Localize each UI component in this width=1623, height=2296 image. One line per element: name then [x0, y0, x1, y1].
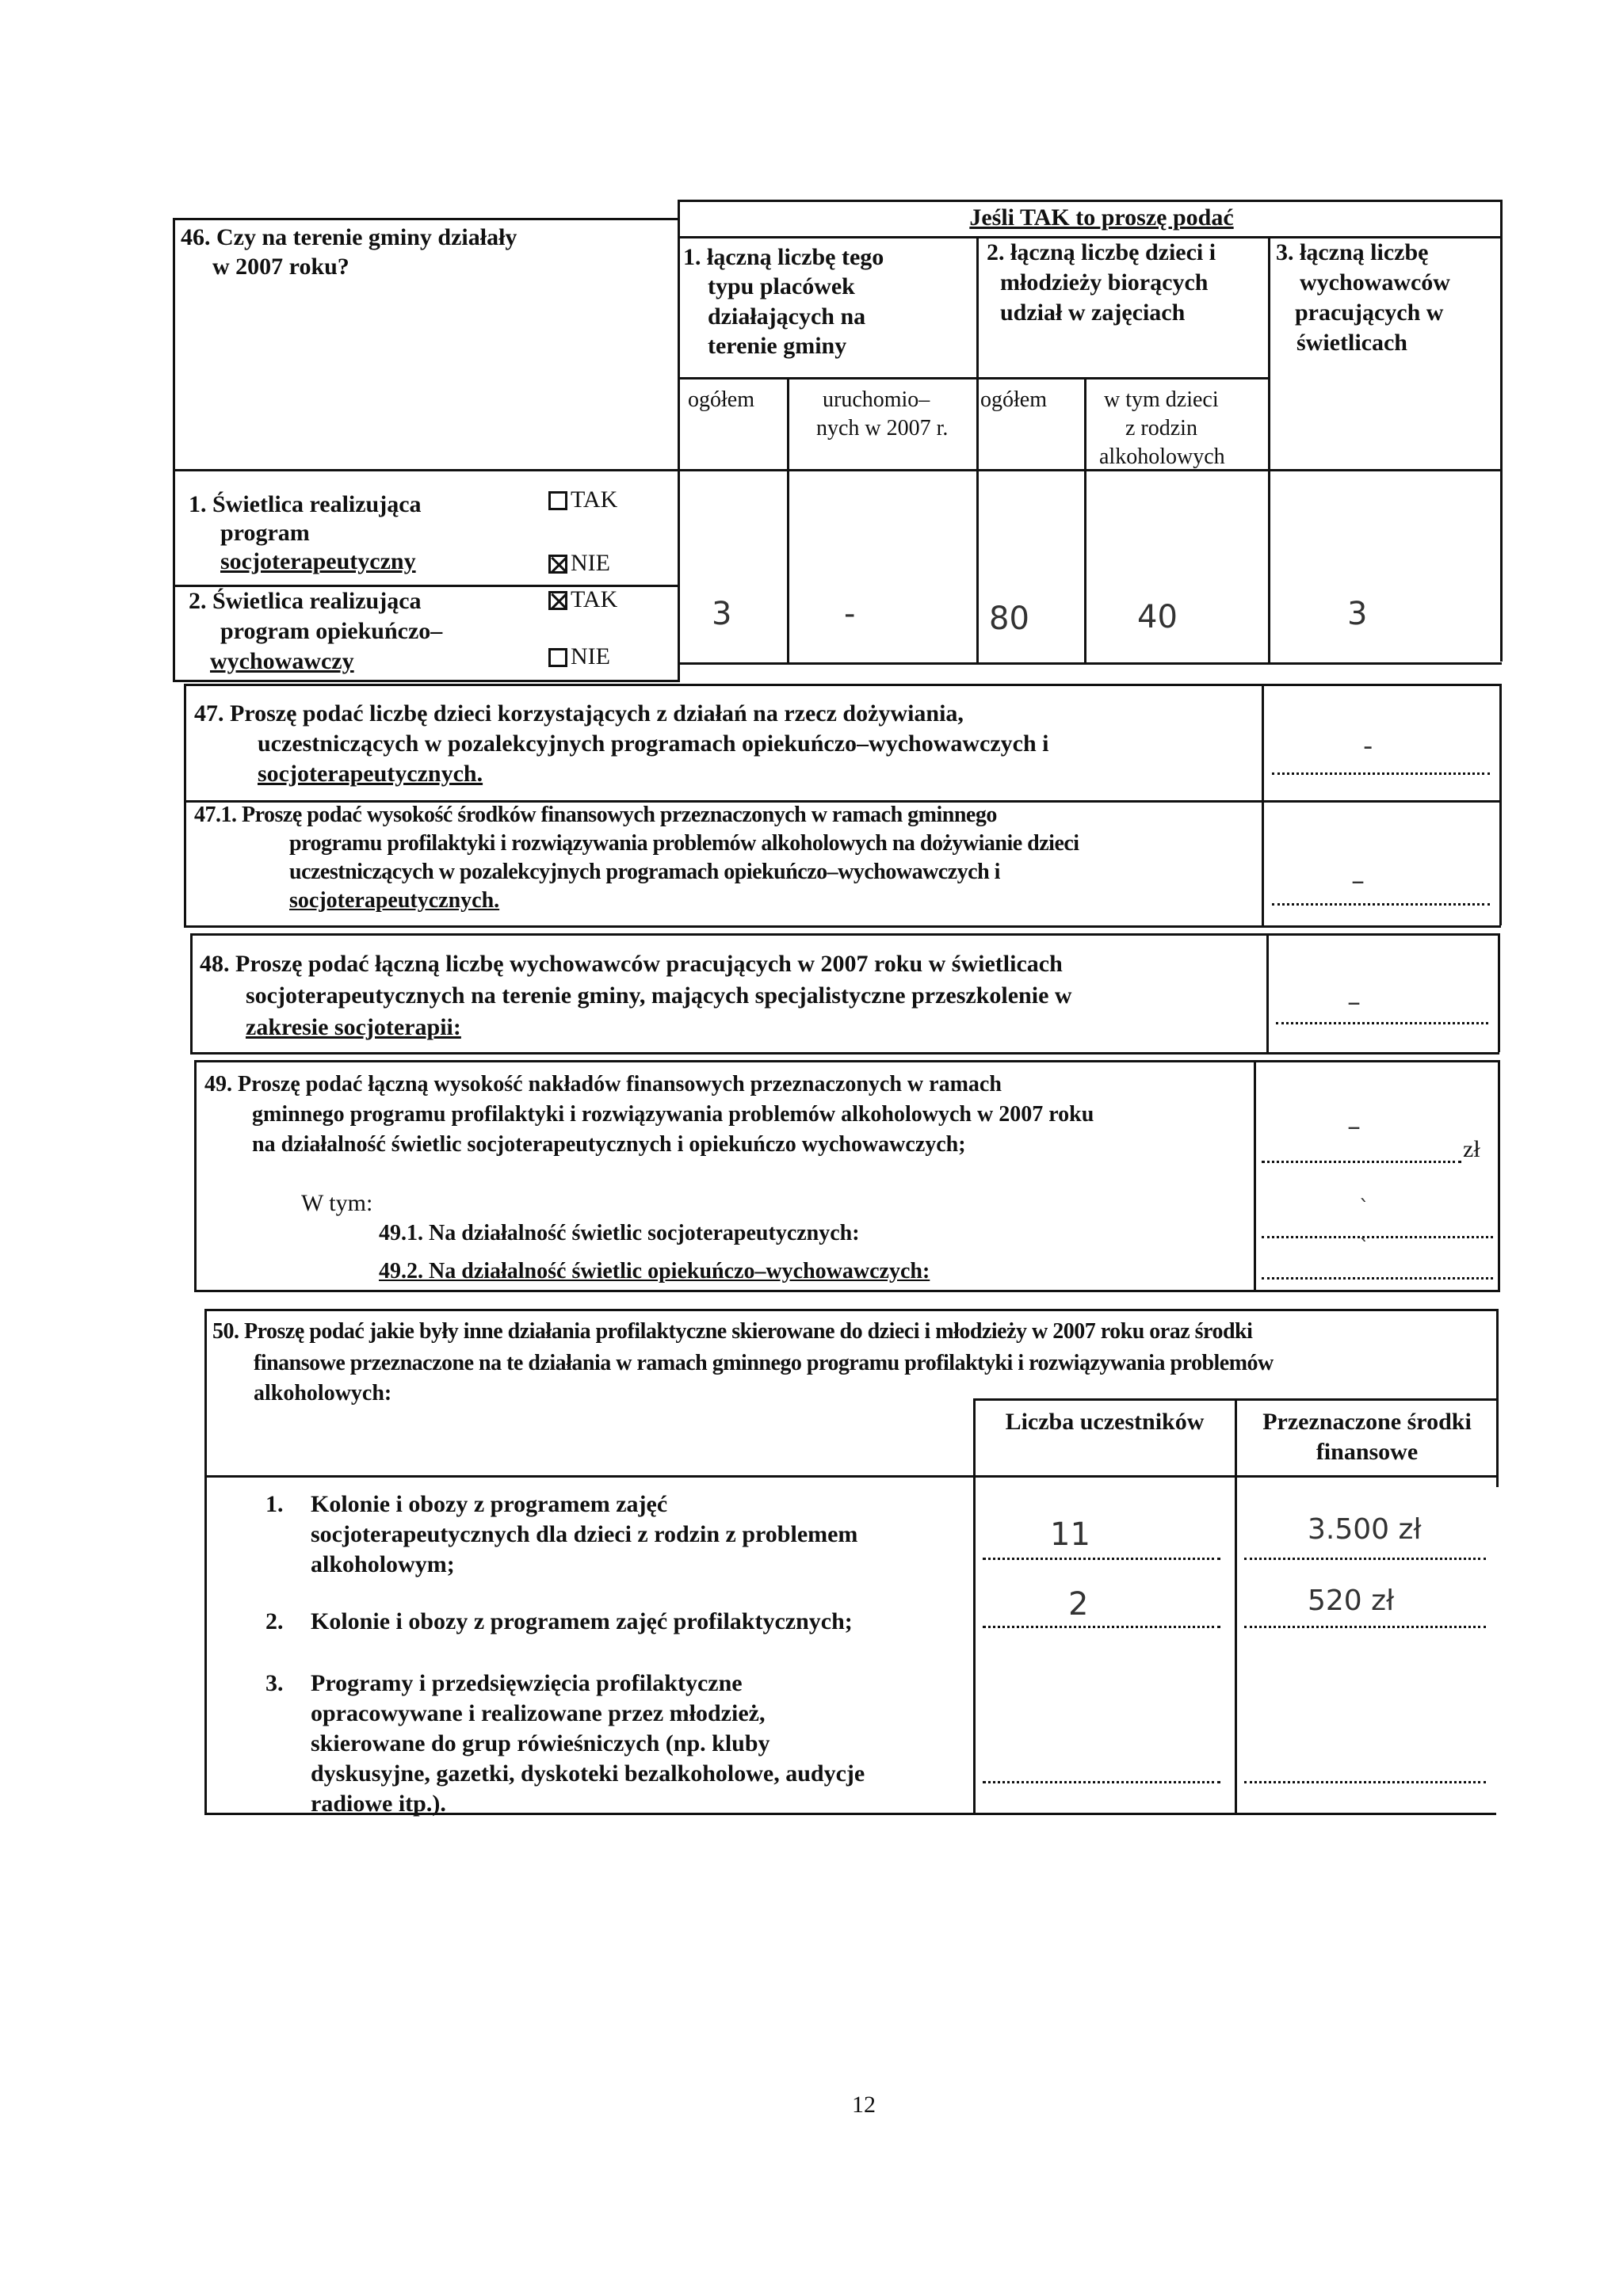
q49-text-1: 49. Proszę podać łączną wysokość nakładów finansowych przeznaczonych w ramach [204, 1072, 1002, 1097]
q46-sub-children-1: w tym dzieci [1104, 387, 1219, 412]
q50-item3-line2: opracowywane i realizowane przez młodzież, [311, 1700, 766, 1726]
row2-nie-label: NIE [571, 643, 610, 669]
q50-item1-participants[interactable]: 11 [1050, 1516, 1090, 1553]
q50-col-funds-1: Przeznaczone środki [1262, 1409, 1472, 1435]
q46-row2-label-3: wychowawczy [210, 648, 354, 674]
q50-item1-num: 1. [265, 1491, 284, 1517]
q49-answer-div [1254, 1060, 1256, 1291]
q50-item2-participants[interactable]: 2 [1068, 1586, 1089, 1623]
q471-answer-dots[interactable] [1272, 903, 1490, 906]
q47-text-3: socjoterapeutycznych. [258, 761, 483, 787]
q46-row1-label-3: socjoterapeutyczny [220, 548, 416, 574]
q50-col-div2 [1235, 1398, 1237, 1814]
q47-text-2: uczestniczących w pozalekcyjnych programach opiekuńczo–wychowawczych i [258, 730, 1049, 757]
q49-in-that: W tym: [301, 1190, 373, 1216]
q50-right-line [1496, 1309, 1499, 1487]
q46-right-line [1500, 200, 1503, 662]
q50-item3-line4: dyskusyjne, gazetki, dyskoteki bezalkoholowe, audycje [311, 1760, 865, 1787]
q46-sub-launched-1: uruchomio– [823, 387, 930, 412]
q50-item2-funds-dots[interactable] [1244, 1626, 1486, 1628]
q46-col-div2 [1268, 236, 1270, 664]
q47-answer-dots[interactable] [1272, 772, 1490, 775]
q48-text-2: socjoterapeutycznych na terenie gminy, mających specjalistyczne przeszkolenie w [246, 982, 1072, 1009]
q50-col-div1 [973, 1398, 976, 1814]
row2-nie-checkbox[interactable] [548, 648, 567, 667]
q46-rows-top-line [173, 469, 1502, 471]
q47-answer-div [1262, 684, 1264, 925]
q50-item1-participants-dots[interactable] [983, 1558, 1220, 1560]
q47-top-line [184, 684, 1501, 686]
q49-text-2: gminnego programu profilaktyki i rozwiązywania problemów alkoholowych w 2007 roku [252, 1102, 1094, 1127]
q471-answer[interactable]: – [1351, 865, 1365, 897]
q46-col3-line4: świetlicach [1296, 330, 1407, 356]
q50-header-bottom-line [204, 1475, 1498, 1478]
q49-left-line [194, 1060, 197, 1291]
q471-text-4: socjoterapeutycznych. [289, 888, 500, 913]
q471-text-2: programu profilaktyki i rozwiązywania problemów alkoholowych na dożywianie dzieci [289, 831, 1079, 856]
row2-tak-checkbox[interactable] [548, 591, 567, 610]
row2-total-children[interactable]: 80 [989, 601, 1029, 637]
q50-col-participants: Liczba uczestników [1005, 1409, 1205, 1435]
q49-sub1-answer[interactable]: ` [1359, 1196, 1369, 1220]
row2-launched-2007[interactable]: - [844, 596, 856, 632]
q50-item3-line5: radiowe itp.). [311, 1791, 446, 1817]
q50-text-2: finansowe przeznaczone na te działania w ramach gminnego programu profilaktyki i rozwiązywania problemów [254, 1351, 1274, 1375]
q49-sub1-dots[interactable] [1262, 1236, 1493, 1238]
q50-item2-num: 2. [265, 1608, 284, 1634]
row2-children-alcohol[interactable]: 40 [1137, 599, 1178, 635]
q46-answers-bottom-line [678, 662, 1502, 665]
q46-question-line1: 46. Czy na terenie gminy działały [181, 224, 517, 250]
q46-sub-line [678, 377, 1268, 379]
q50-text-3: alkoholowych: [254, 1381, 392, 1405]
row2-educators[interactable]: 3 [1347, 596, 1368, 632]
q49-answer-dots[interactable] [1262, 1161, 1461, 1163]
q46-sub-total1: ogółem [688, 387, 754, 412]
q46-question-top-line [173, 218, 678, 220]
q50-item3-line3: skierowane do grup rówieśniczych (np. kluby [311, 1730, 770, 1756]
row2-tak-label: TAK [571, 586, 618, 612]
q47-right-line [1499, 684, 1502, 925]
q46-col1-line3: działających na [708, 303, 866, 330]
q46-answers-left-line [678, 200, 680, 681]
q48-left-line [190, 933, 193, 1052]
q50-item3-participants-dots[interactable] [983, 1781, 1220, 1783]
q46-col1-line1: 1. łączną liczbę tego [683, 244, 884, 270]
q49-sub2-dots[interactable] [1262, 1277, 1493, 1280]
q50-item3-funds-dots[interactable] [1244, 1781, 1486, 1783]
q48-answer-dots[interactable] [1276, 1022, 1488, 1024]
page-number: 12 [852, 2092, 876, 2118]
q49-text-3: na działalność świetlic socjoterapeutycznych i opiekuńczo wychowawczych; [252, 1132, 966, 1157]
q49-bottom-line [194, 1290, 1500, 1292]
q48-bottom-line [190, 1052, 1499, 1055]
q46-row2-label-1: 2. Świetlica realizująca [189, 588, 422, 614]
q46-col1-line2: typu placówek [708, 273, 855, 299]
q46-row2-label-2: program opiekuńczo– [220, 618, 443, 644]
q46-header-under-line [678, 236, 1502, 238]
q50-left-line [204, 1309, 207, 1814]
q48-text-3: zakresie socjoterapii: [246, 1014, 461, 1040]
q46-question-line2: w 2007 roku? [212, 254, 349, 280]
q48-answer[interactable]: – [1347, 986, 1361, 1018]
q46-col2-line1: 2. łączną liczbę dzieci i [987, 239, 1216, 265]
q46-row1-label-2: program [220, 520, 310, 546]
q46-header-if-yes: Jeśli TAK to proszę podać [969, 204, 1234, 231]
q50-text-1: 50. Proszę podać jakie były inne działania profilaktyczne skierowane do dzieci i młodzieży w 2007 roku oraz środki [212, 1319, 1253, 1344]
q49-answer[interactable]: – [1347, 1111, 1361, 1142]
q50-item1-funds[interactable]: 3.500 zł [1308, 1513, 1422, 1546]
q46-sub-children-2: z rodzin [1125, 416, 1197, 441]
q471-text-3: uczestniczących w pozalekcyjnych programach opiekuńczo–wychowawczych i [289, 860, 1000, 884]
q46-top-line [678, 200, 1502, 202]
q46-col3-line1: 3. łączną liczbę [1276, 239, 1429, 265]
q50-item2-participants-dots[interactable] [983, 1626, 1220, 1628]
q48-top-line [190, 933, 1499, 936]
q46-left-line [173, 218, 175, 681]
q47-bottom-line [184, 925, 1501, 928]
q50-item2-line1: Kolonie i obozy z programem zajęć profilaktycznych; [311, 1608, 853, 1634]
q46-col1-line4: terenie gminy [708, 333, 847, 359]
q50-item1-line3: alkoholowym; [311, 1551, 455, 1577]
q46-bottom-line [173, 680, 680, 682]
q49-sub2-answer[interactable]: ` [1359, 1236, 1369, 1260]
q50-top-line [204, 1309, 1498, 1311]
q46-sub-div2 [1084, 377, 1086, 664]
row1-tak-label: TAK [571, 486, 618, 513]
q46-sub-launched-2: nych w 2007 r. [816, 416, 949, 441]
q47-text-1: 47. Proszę podać liczbę dzieci korzystających z działań na rzecz dożywiania, [194, 700, 964, 727]
q46-row1-label-1: 1. Świetlica realizująca [189, 491, 422, 517]
row1-nie-checkbox[interactable] [548, 555, 567, 574]
q50-item1-line2: socjoterapeutycznych dla dzieci z rodzin z problemem [311, 1521, 858, 1547]
q471-text-1: 47.1. Proszę podać wysokość środków finansowych przeznaczonych w ramach gminnego [194, 803, 997, 827]
q50-item2-funds[interactable]: 520 zł [1308, 1585, 1395, 1617]
q46-col2-line3: udział w zajęciach [1000, 299, 1186, 326]
q46-sub-total2: ogółem [980, 387, 1047, 412]
row2-total-facilities[interactable]: 3 [712, 596, 732, 632]
q49-right-line [1498, 1060, 1500, 1291]
q50-col-funds-2: finansowe [1316, 1439, 1419, 1465]
q48-right-line [1498, 933, 1500, 1052]
q50-item3-line1: Programy i przedsięwzięcia profilaktyczne [311, 1670, 743, 1696]
q48-text-1: 48. Proszę podać łączną liczbę wychowawców pracujących w 2007 roku w świetlicach [200, 951, 1063, 977]
q49-sub1: 49.1. Na działalność świetlic socjoterapeutycznych: [379, 1221, 860, 1245]
q50-item1-funds-dots[interactable] [1244, 1558, 1486, 1560]
q46-col3-line3: pracujących w [1295, 299, 1444, 326]
q46-col3-line2: wychowawców [1300, 269, 1450, 296]
q50-item1-line1: Kolonie i obozy z programem zajęć [311, 1491, 668, 1517]
q47-answer[interactable]: - [1363, 730, 1373, 762]
row1-nie-label: NIE [571, 550, 610, 576]
q49-sub2: 49.2. Na działalność świetlic opiekuńczo–wychowawczych: [379, 1259, 930, 1283]
q49-top-line [194, 1060, 1500, 1062]
q46-sub-div1 [787, 377, 789, 664]
row1-tak-checkbox[interactable] [548, 491, 567, 510]
q47-left-line [184, 684, 186, 925]
q46-sub-children-3: alkoholowych [1099, 444, 1225, 469]
q48-answer-div [1266, 933, 1269, 1052]
q46-col-div1 [976, 236, 979, 664]
q46-col2-line2: młodzieży biorących [1000, 269, 1209, 296]
q49-unit: zł [1463, 1136, 1480, 1162]
q50-item3-num: 3. [265, 1670, 284, 1696]
